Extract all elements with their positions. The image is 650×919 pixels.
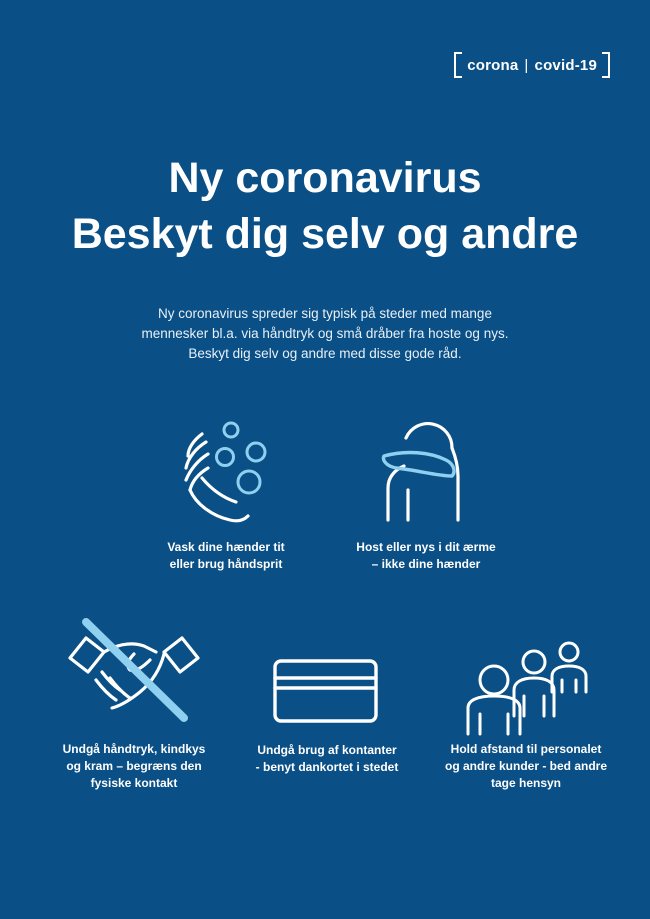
- caption-line: Vask dine hænder tit: [167, 540, 285, 554]
- caption-line: – ikke dine hænder: [371, 557, 481, 571]
- caption-line: - benyt dankortet i stedet: [255, 760, 399, 774]
- title-line-1: Ny coronavirus: [168, 154, 482, 202]
- hand-washing-icon: [178, 418, 278, 526]
- caption-line: eller brug håndsprit: [169, 557, 283, 571]
- bracket-right: [602, 52, 610, 78]
- intro-line: Ny coronavirus spreder sig typisk på steder med mange: [158, 306, 492, 321]
- advice-caption-cash: [232, 742, 422, 776]
- credit-card-icon: [272, 658, 379, 724]
- brand-logo: [454, 52, 610, 78]
- advice-caption-handshake: [44, 741, 224, 792]
- advice-caption-hand-washing: [146, 539, 306, 573]
- advice-caption-distance: [426, 741, 626, 792]
- intro-text: [100, 304, 550, 364]
- brand-covid: covid-19: [534, 56, 597, 74]
- intro-line: Beskyt dig selv og andre med disse gode råd.: [188, 346, 462, 361]
- caption-line: Hold afstand til personalet: [450, 742, 602, 756]
- brand-separator: |: [524, 56, 529, 74]
- bracket-left: [454, 52, 462, 78]
- title-line-2: Beskyt dig selv og andre: [71, 210, 579, 258]
- caption-line: fysiske kontakt: [90, 776, 178, 790]
- caption-line: Host eller nys i dit ærme: [356, 540, 496, 554]
- caption-line: og andre kunder - bed andre: [444, 759, 608, 773]
- brand-corona: corona: [467, 56, 519, 74]
- no-handshake-icon: [64, 614, 204, 724]
- intro-line: mennesker bl.a. via håndtryk og små dråber fra hoste og nys.: [141, 326, 509, 341]
- keep-distance-icon: [464, 640, 588, 736]
- page-title: [0, 150, 650, 262]
- advice-caption-cough: [336, 539, 516, 573]
- caption-line: Undgå brug af kontanter: [257, 743, 397, 757]
- caption-line: Undgå håndtryk, kindkys: [62, 742, 206, 756]
- cough-elbow-icon: [376, 416, 471, 524]
- caption-line: og kram – begræns den: [66, 759, 202, 773]
- caption-line: tage hensyn: [490, 776, 562, 790]
